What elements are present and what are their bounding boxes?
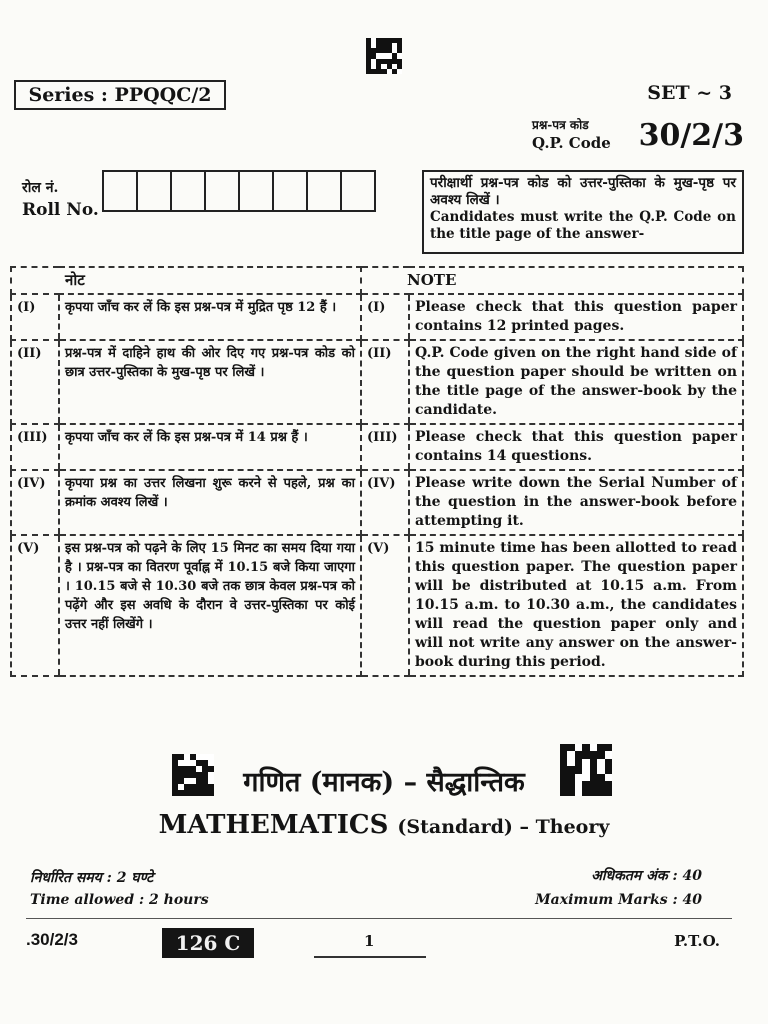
roll-digit-box — [104, 172, 138, 210]
instruction-box — [422, 170, 744, 254]
note-number: (II) — [361, 340, 409, 424]
note-english: Please write down the Serial Number of the question in the answer-book before attempting it. — [409, 470, 743, 535]
subject-title-sub: (Standard) – Theory — [397, 816, 610, 838]
divider — [26, 918, 732, 919]
note-hindi: कृपया जाँच कर लें कि इस प्रश्न-पत्र में मुद्रित पृष्ठ 12 हैं । — [59, 294, 361, 340]
note-number: (I) — [361, 294, 409, 340]
roll-label-hindi: रोल नं. — [22, 180, 59, 196]
qr-code-icon — [366, 38, 402, 74]
footer-badge: 126 C — [162, 928, 254, 958]
subject-title-main: MATHEMATICS — [158, 810, 389, 840]
note-english: Q.P. Code given on the right hand side of the question paper should be written on the title page of the answer-book by the candidate. — [409, 340, 743, 424]
page-number: 1 — [364, 932, 375, 950]
note-number: (IV) — [11, 470, 59, 535]
note-hindi: कृपया जाँच कर लें कि इस प्रश्न-पत्र में 14 प्रश्न हैं । — [59, 424, 361, 470]
notes-header-hindi — [11, 267, 361, 294]
series-label: Series : PPQQC/2 — [14, 80, 226, 110]
time-allowed-hindi: निर्धारित समय : 2 घण्टे — [30, 870, 154, 886]
note-number: (V) — [361, 535, 409, 676]
subject-title — [0, 810, 768, 840]
time-allowed: Time allowed : 2 hours — [30, 892, 209, 908]
notes-header-english-text: NOTE — [407, 271, 457, 289]
roll-digit-box — [274, 172, 308, 210]
notes-header-english — [361, 267, 743, 294]
divider — [314, 956, 426, 958]
maximum-marks-hindi: अधिकतम अंक : 40 — [591, 868, 702, 884]
note-row — [11, 470, 743, 535]
note-number: (V) — [11, 535, 59, 676]
qp-code: 30/2/3 — [638, 118, 744, 153]
roll-digit-box — [172, 172, 206, 210]
note-hindi: कृपया प्रश्न का उत्तर लिखना शुरू करने से पहले, प्रश्न का क्रमांक अवश्य लिखें । — [59, 470, 361, 535]
note-number: (I) — [11, 294, 59, 340]
roll-digit-box — [240, 172, 274, 210]
roll-digit-box — [342, 172, 374, 210]
note-number: (III) — [361, 424, 409, 470]
roll-label: Roll No. — [22, 200, 99, 220]
pto-label: P.T.O. — [674, 932, 720, 950]
note-number: (III) — [11, 424, 59, 470]
note-row — [11, 535, 743, 676]
notes-table — [10, 266, 744, 677]
roll-digit-box — [138, 172, 172, 210]
maximum-marks: Maximum Marks : 40 — [535, 892, 702, 908]
note-hindi: प्रश्न-पत्र में दाहिने हाथ की ओर दिए गए प्रश्न-पत्र कोड को छात्र उत्तर-पुस्तिका के मुख-पृष्ठ पर लिखें । — [59, 340, 361, 424]
note-english: 15 minute time has been allotted to read this question paper. The question paper will be distributed at 10.15 a.m. From 10.15 a.m. to 10.30 a.m., the candidates will read the question paper only and will not write any answer on the answer-book during this period. — [409, 535, 743, 676]
instruction-hindi: परीक्षार्थी प्रश्न-पत्र कोड को उत्तर-पुस्तिका के मुख-पृष्ठ पर अवश्य लिखें । — [430, 175, 736, 208]
qp-code-label: Q.P. Code — [532, 134, 611, 152]
note-row — [11, 424, 743, 470]
set-label: SET ~ 3 — [647, 82, 732, 104]
note-english: Please check that this question paper contains 14 questions. — [409, 424, 743, 470]
roll-number-boxes — [102, 170, 376, 212]
roll-digit-box — [206, 172, 240, 210]
roll-digit-box — [308, 172, 342, 210]
instruction-english: Candidates must write the Q.P. Code on the title page of the answer- — [430, 209, 736, 242]
note-row — [11, 340, 743, 424]
note-hindi: इस प्रश्न-पत्र को पढ़ने के लिए 15 मिनट का समय दिया गया है । प्रश्न-पत्र का वितरण पूर्वाह्न में 10.15 बजे किया जाएगा । 10.15 बजे से 10.30 बजे तक छात्र केवल प्रश्न-पत्र को पढ़ेंगे और इस अवधि के दौरान वे उत्तर-पुस्तिका पर कोई उत्तर नहीं लिखेंगे । — [59, 535, 361, 676]
note-row — [11, 294, 743, 340]
notes-header-hindi-text: नोट — [65, 271, 85, 289]
note-english: Please check that this question paper contains 12 printed pages. — [409, 294, 743, 340]
note-number: (II) — [11, 340, 59, 424]
note-number: (IV) — [361, 470, 409, 535]
subject-title-hindi: गणित (मानक) – सैद्धान्तिक — [243, 767, 525, 798]
qp-code-label-hindi: प्रश्न-पत्र कोड — [532, 118, 589, 132]
footer-code: .30/2/3 — [26, 930, 78, 949]
